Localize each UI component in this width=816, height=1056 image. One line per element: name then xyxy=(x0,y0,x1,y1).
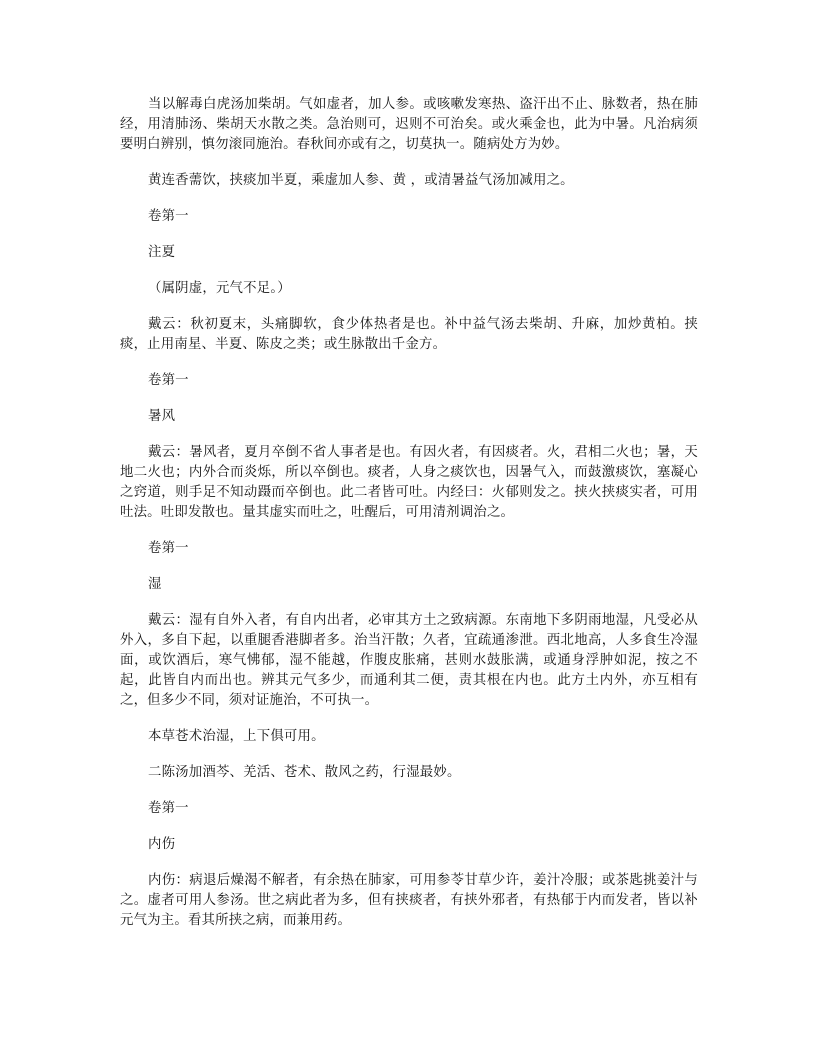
section-title: 注夏 xyxy=(148,245,176,260)
paragraph: 戴云：秋初夏末，头痛脚软，食少体热者是也。补中益气汤去柴胡、升麻，加炒黄柏。挟痰，止用南星、半夏、陈皮之类；或生脉散出千金方。 xyxy=(120,317,698,352)
paragraph: 戴云：湿有自外入者，有自内出者，必审其方土之致病源。东南地下多阴雨地湿，凡受必从外入，多自下起，以重腿香港脚者多。治当汗散；久者，宜疏通渗泄。西北地高，人多食生冷湿面，或饮酒后，寒气怫郁，湿不能越，作腹皮胀痛，甚则水鼓胀满，或通身浮肿如泥，按之不起，此皆自内而出也。辨其元气多少，而通利其二便，责其根在内也。此方土内外，亦互相有之，但多少不同，须对证施治，不可执一。 xyxy=(120,613,698,708)
section-title: 暑风 xyxy=(148,409,176,424)
volume-heading: 卷第一 xyxy=(148,373,189,388)
paragraph: 戴云：暑风者，夏月卒倒不省人事者是也。有因火者，有因痰者。火，君相二火也；暑，天地二火也；内外合而炎烁，所以卒倒也。痰者，人身之痰饮也，因暑气入，而鼓激痰饮，塞凝心之窍道，则手足不知动蹑而卒倒也。此二者皆可吐。内经曰：火郁则发之。挟火挟痰实者，可用吐法。吐即发散也。量其虚实而吐之，吐醒后，可用清剂调治之。 xyxy=(120,445,698,520)
paragraph: 二陈汤加酒芩、羌活、苍术、散风之药，行湿最妙。 xyxy=(148,765,461,780)
volume-heading: 卷第一 xyxy=(148,541,189,556)
volume-heading: 卷第一 xyxy=(148,209,189,224)
volume-heading: 卷第一 xyxy=(148,801,189,816)
paragraph: （属阴虚，元气不足。） xyxy=(148,281,291,296)
paragraph: 当以解毒白虎汤加柴胡。气如虚者，加人参。或咳嗽发寒热、盗汗出不止、脉数者，热在肺经，用清肺汤、柴胡天水散之类。急治则可，迟则不可治矣。或火乘金也，此为中暑。凡治病须要明白辨别，慎勿滚同施治。春秋间亦或有之，切莫执一。随病处方为妙。 xyxy=(120,97,698,152)
document-body xyxy=(120,95,698,947)
paragraph: 内伤：病退后燥渴不解者，有余热在肺家，可用参苓甘草少许，姜汁冷服；或茶匙挑姜汁与之。虚者可用人参汤。世之病此者为多，但有挟痰者，有挟外邪者，有热郁于内而发者，皆以补元气为主。看其所挟之病，而兼用药。 xyxy=(120,873,698,928)
section-title: 湿 xyxy=(148,577,162,592)
section-title: 内伤 xyxy=(148,837,176,852)
paragraph: 黄连香薷饮，挟痰加半夏，乘虚加人参、黄 ，或清暑益气汤加减用之。 xyxy=(148,173,574,188)
paragraph: 本草苍术治湿，上下俱可用。 xyxy=(148,729,325,744)
